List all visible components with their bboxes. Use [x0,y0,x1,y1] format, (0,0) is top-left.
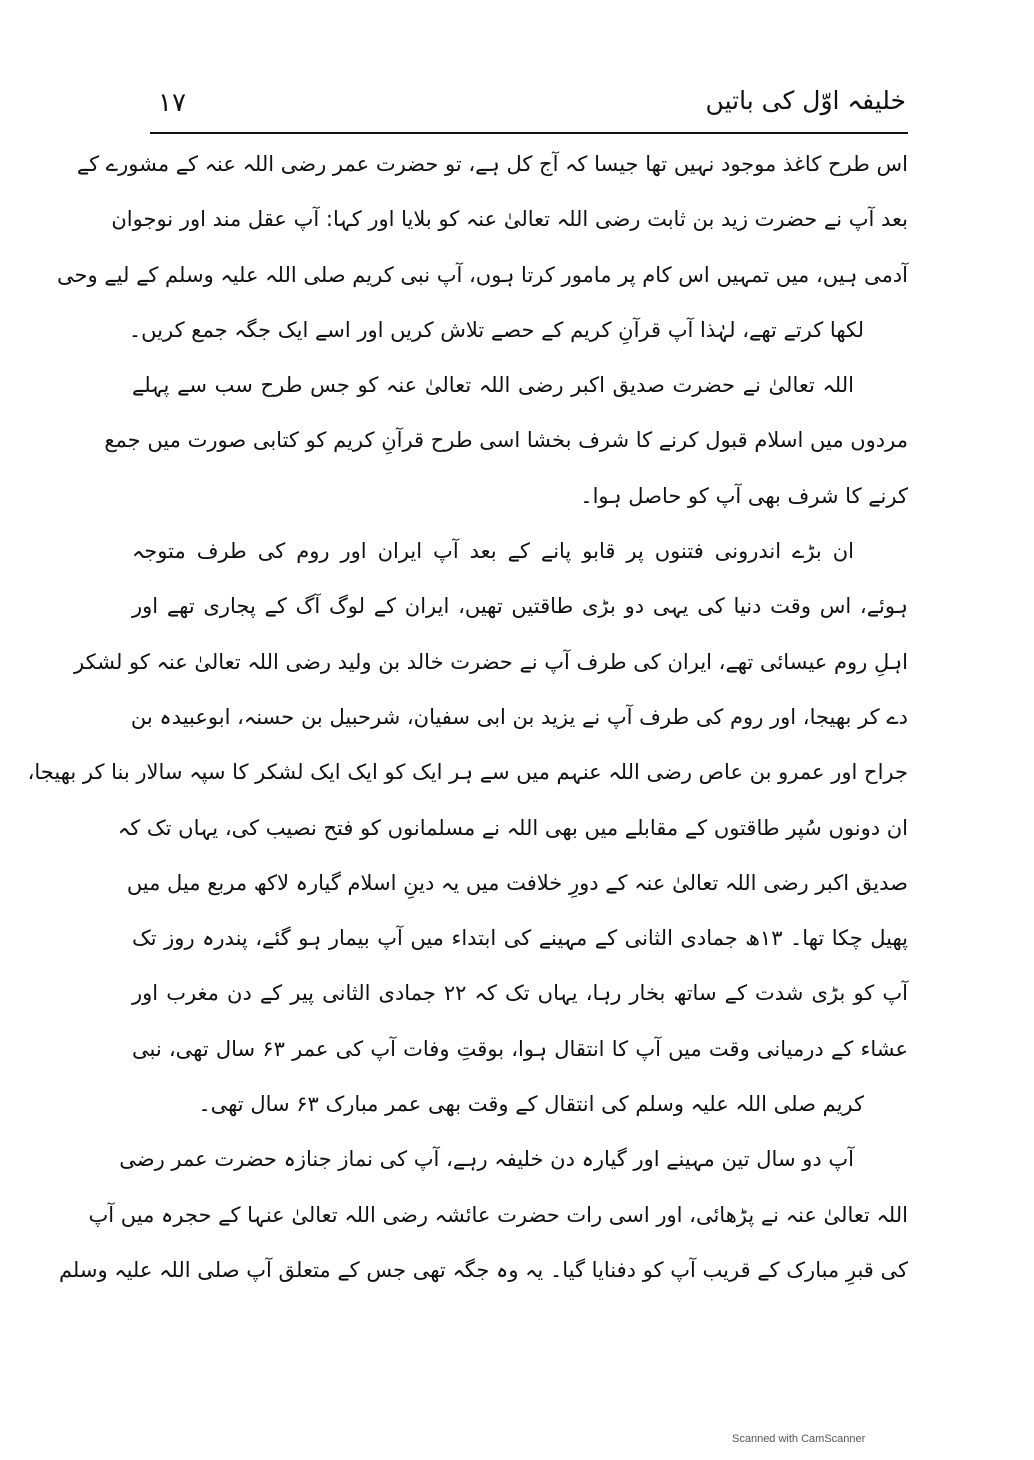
text-line: ان بڑے اندرونی فتنوں پر قابو پانے کے بعد آپ ایران اور روم کی طرف متوجہ [132,539,854,564]
text-line: دے کر بھیجا، اور روم کی طرف آپ نے یزید بن ابی سفیان، شرحبیل بن حسنہ، ابوعبیدہ بن [130,704,908,729]
text-line: اہلِ روم عیسائی تھے، ایران کی طرف آپ نے حضرت خالد بن ولید رضی اللہ تعالیٰ عنہ کو لشکر [74,649,908,674]
text-line: آدمی ہیں، میں تمہیں اس کام پر مامور کرتا ہوں، آپ نبی کریم صلی اللہ علیہ وسلم کے لیے وحی [57,262,908,287]
text-line: ہوئے، اس وقت دنیا کی یہی دو بڑی طاقتیں تھیں، ایران کے لوگ آگ کے پجاری تھے اور [132,594,908,619]
running-title: خلیفہ اوّل کی باتیں [705,86,906,115]
text-line: پھیل چکا تھا۔ ۱۳ھ جمادی الثانی کے مہینے کی ابتداء میں آپ بیمار ہو گئے، پندرہ روز تک [132,926,909,951]
text-line: ان دونوں سُپر طاقتوں کے مقابلے میں بھی اللہ نے مسلمانوں کو فتح نصیب کی، یہاں تک کہ [117,815,908,840]
page-number: ١٧ [158,88,186,118]
text-line: آپ دو سال تین مہینے اور گیارہ دن خلیفہ رہے، آپ کی نماز جنازہ حضرت عمر رضی [119,1147,854,1172]
text-line: کی قبرِ مبارک کے قریب آپ کو دفنایا گیا۔ یہ وہ جگہ تھی جس کے متعلق آپ صلی اللہ علیہ وسلم [58,1257,908,1282]
page-header [150,84,908,134]
text-line: اس طرح کاغذ موجود نہیں تھا جیسا کہ آج کل ہے، تو حضرت عمر رضی اللہ عنہ کے مشورے کے [76,152,908,176]
text-line: جراح اور عمرو بن عاص رضی اللہ عنہم میں سے ہر ایک کو ایک ایک لشکر کا سپہ سالار بنا کر بھیجا، [27,760,908,785]
text-line: صدیق اکبر رضی اللہ تعالیٰ عنہ کے دورِ خلافت میں یہ دینِ اسلام گیارہ لاکھ مربع میل میں [126,870,908,895]
scanner-watermark: Scanned with CamScanner [732,1433,866,1445]
text-line: کریم صلی اللہ علیہ وسلم کی انتقال کے وقت بھی عمر مبارک ۶۳ سال تھی۔ [198,1092,864,1117]
page-body [27,137,909,1298]
text-line: لکھا کرتے تھے، لہٰذا آپ قرآنِ کریم کے حصے تلاش کریں اور اسے ایک جگہ جمع کریں۔ [128,317,864,342]
text-line: اللہ تعالیٰ عنہ نے پڑھائی، اور اسی رات حضرت عائشہ رضی اللہ تعالیٰ عنہا کے حجرہ میں آپ [88,1202,908,1227]
text-line: بعد آپ نے حضرت زید بن ثابت رضی اللہ تعالیٰ عنہ کو بلایا اور کہا: آپ عقل مند اور نوجوان [111,207,908,232]
text-line: کرنے کا شرف بھی آپ کو حاصل ہوا۔ [580,483,908,508]
text-line: مردوں میں اسلام قبول کرنے کا شرف بخشا اسی طرح قرآنِ کریم کو کتابی صورت میں جمع [104,428,908,453]
text-line: آپ کو بڑی شدت کے ساتھ بخار رہا، یہاں تک کہ ۲۲ جمادی الثانی پیر کے دن مغرب اور [132,981,908,1006]
text-line: عشاء کے درمیانی وقت میں آپ کا انتقال ہوا، بوقتِ وفات آپ کی عمر ۶۳ سال تھی، نبی [132,1036,908,1061]
text-line: اللہ تعالیٰ نے حضرت صدیق اکبر رضی اللہ تعالیٰ عنہ کو جس طرح سب سے پہلے [132,373,854,398]
